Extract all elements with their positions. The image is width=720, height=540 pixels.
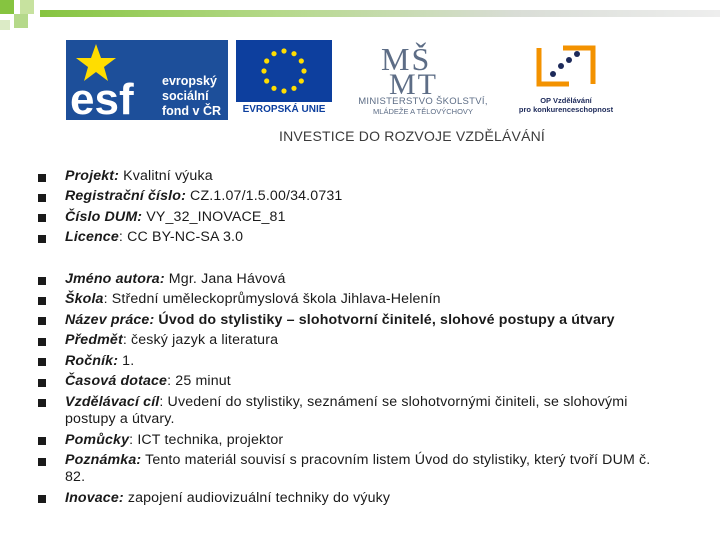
op-line2: pro konkurenceschopnost (518, 105, 614, 114)
esf-text-line: evropský (162, 74, 217, 88)
eu-star-icon (271, 51, 276, 56)
list-item (38, 332, 668, 349)
eu-star-icon (264, 78, 269, 83)
item-label: Vzdělávací cíl (65, 393, 160, 410)
list-item (38, 312, 668, 329)
list-item (38, 452, 668, 487)
svg-text:MŠ: MŠ (381, 41, 432, 77)
svg-text:esf: esf (70, 75, 134, 120)
eu-star-icon (264, 58, 269, 63)
item-label: Registrační číslo: (65, 188, 186, 205)
bullet-square-icon (38, 379, 46, 387)
header-bar (40, 10, 720, 17)
list-item (38, 188, 668, 205)
eu-star-icon (291, 51, 296, 56)
item-value: Úvod do stylistiky – slohotvorní činitelé, slohové postupy a útvary (154, 311, 615, 328)
svg-text:MT: MT (389, 68, 438, 101)
esf-text (162, 74, 221, 119)
deco-square (14, 14, 28, 28)
eu-star-icon (291, 86, 296, 91)
item-value: 1. (118, 352, 135, 369)
item-label: Poznámka: (65, 452, 142, 469)
item-label: Pomůcky (65, 431, 130, 448)
header-decoration (0, 0, 720, 30)
item-value: Tento materiál souvisí s pracovním listem Úvod do stylistiky, který tvoří DUM č. 82. (65, 452, 651, 486)
bullet-square-icon (38, 317, 46, 325)
list-item (38, 490, 668, 507)
item-value: zapojení audiovizuální techniky do výuky (123, 489, 391, 506)
item-label: Licence (65, 229, 119, 246)
author-info-list (38, 271, 668, 510)
logo-band (66, 36, 626, 148)
eu-star-icon (301, 68, 306, 73)
item-value: : ICT technika, projektor (129, 431, 284, 448)
project-info-list (38, 168, 668, 250)
item-label: Název práce: (65, 311, 155, 328)
op-logo (531, 38, 601, 94)
list-item (38, 432, 668, 449)
bullet-square-icon (38, 194, 46, 202)
esf-text-line: fond v ČR (162, 104, 222, 118)
eu-star-icon (261, 68, 266, 73)
bullet-square-icon (38, 214, 46, 222)
item-value: CZ.1.07/1.5.00/34.0731 (185, 188, 343, 205)
list-item (38, 353, 668, 370)
item-value: : Uvedení do stylistiky, seznámení se slohotvornými činiteli, se slohovými postupy a útvary. (65, 393, 628, 428)
investice-heading: INVESTICE DO ROZVOJE VZDĚLÁVÁNÍ (278, 128, 546, 144)
deco-square (0, 0, 14, 14)
op-line1: OP Vzdělávání (540, 96, 592, 105)
list-item (38, 291, 668, 308)
item-label: Předmět (65, 332, 123, 349)
deco-square (0, 20, 10, 30)
item-label: Projekt: (65, 168, 120, 184)
item-label: Inovace: (65, 489, 124, 506)
eu-star-icon (281, 88, 286, 93)
item-label: Škola (65, 291, 104, 308)
bullet-square-icon (38, 495, 46, 503)
bullet-square-icon (38, 235, 46, 243)
msmt-line2: MLÁDEŽE A TĚLOVÝCHOVY (373, 107, 473, 116)
bullet-square-icon (38, 338, 46, 346)
eu-flag (236, 40, 332, 102)
item-value: Kvalitní výuka (119, 168, 213, 184)
item-label: Číslo DUM: (65, 208, 143, 225)
list-item (38, 168, 668, 185)
item-value: : 25 minut (167, 373, 231, 390)
eu-star-icon (271, 86, 276, 91)
item-value: VY_32_INOVACE_81 (142, 208, 286, 225)
eu-star-icon (299, 58, 304, 63)
eu-star-icon (281, 48, 286, 53)
list-item (38, 373, 668, 390)
item-value: Mgr. Jana Hávová (164, 271, 286, 287)
bullet-square-icon (38, 358, 46, 366)
item-value: : CC BY-NC-SA 3.0 (118, 229, 244, 246)
bullet-square-icon (38, 458, 46, 466)
item-label: Jméno autora: (65, 271, 165, 287)
item-label: Ročník: (65, 352, 119, 369)
list-item (38, 271, 668, 288)
list-item (38, 229, 668, 246)
item-value: : Střední uměleckoprůmyslová škola Jihlava-Helenín (103, 291, 441, 308)
bullet-square-icon (38, 277, 46, 285)
item-label: Časová dotace (65, 373, 168, 390)
eu-star-icon (299, 78, 304, 83)
item-value: : český jazyk a literatura (122, 332, 279, 349)
esf-text-line: sociální (162, 89, 209, 103)
eu-label: EVROPSKÁ UNIE (242, 104, 326, 115)
bullet-square-icon (38, 399, 46, 407)
bullet-square-icon (38, 437, 46, 445)
deco-square (20, 0, 34, 14)
list-item (38, 209, 668, 226)
bullet-square-icon (38, 297, 46, 305)
bullet-square-icon (38, 174, 46, 182)
msmt-line1: MINISTERSTVO ŠKOLSTVÍ, (358, 96, 488, 107)
list-item (38, 394, 668, 429)
